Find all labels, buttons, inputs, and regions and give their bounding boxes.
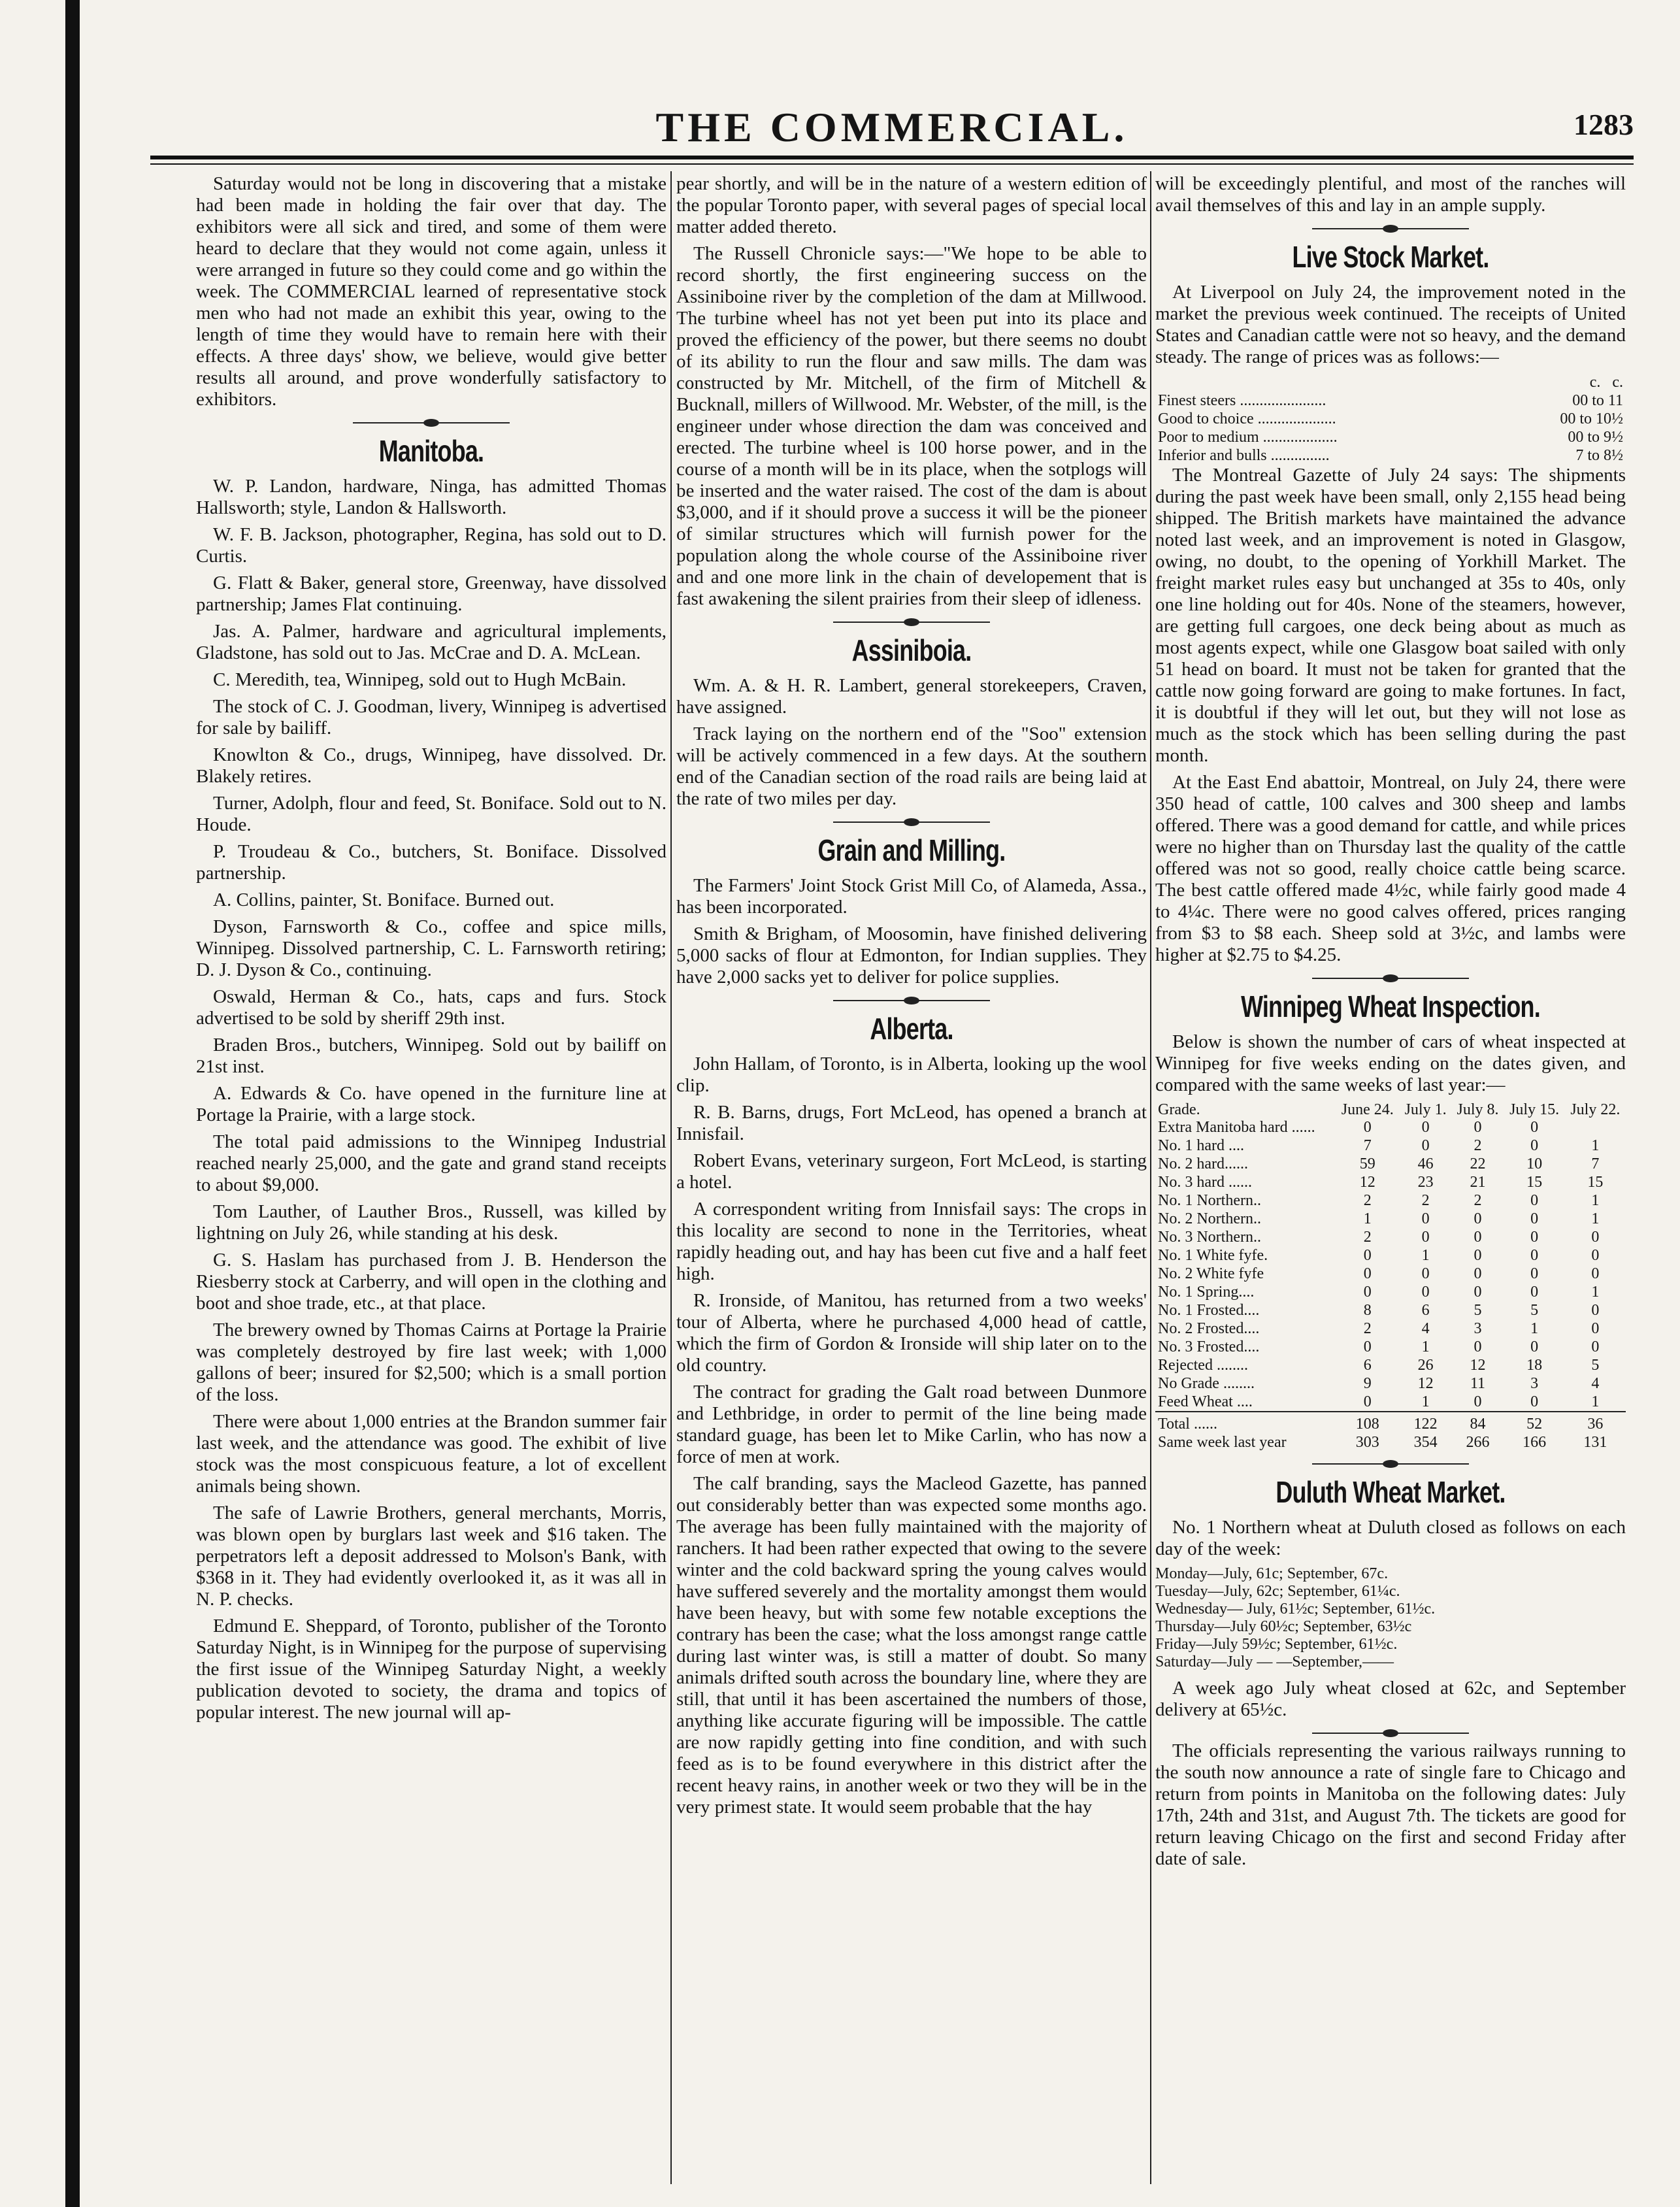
wheat-grade: No. 1 Spring.... xyxy=(1158,1284,1255,1301)
wheat-row xyxy=(1155,1433,1626,1452)
wheat-count: 0 xyxy=(1530,1393,1539,1410)
wheat-count: 1 xyxy=(1591,1393,1600,1410)
wheat-column-header: Grade. xyxy=(1158,1101,1200,1118)
wheat-count: 15 xyxy=(1587,1174,1604,1191)
price-grade: Good to choice .................... xyxy=(1158,410,1336,427)
paragraph: R. Ironside, of Manitou, has returned from a two weeks' tour of Alberta, where he purchased 4,000 head of cattle, which the firm of Gordon & Ironside will ship later on to the old country. xyxy=(676,1290,1147,1376)
wheat-grade: No. 3 Frosted.... xyxy=(1158,1338,1260,1355)
wheat-row xyxy=(1155,1155,1626,1173)
wheat-count: 4 xyxy=(1591,1375,1600,1392)
paragraph: The calf branding, says the Macleod Gazette, has panned out considerably better than was expected some months ago. The average has been fully maintained with the majority of ranchers. It had been rather expected that owing to the severe winter and the cold backward spring the young calves would have suffered severely and the mortality amongst them would have been heavy, but with some few notable exceptions the contrary has been the case; what the loss amongst range cattle during last winter was, is still a matter of doubt. So many animals drifted south across the boundary line, where they are still, that until it has been ascertained the numbers of those, anything like accurate figuring will be impossible. The cattle are now rapidly getting into fine condition, and with such feed as is to be found everywhere in this district after the recent heavy rains, in another week or two they will be in the very primest state. It would seem probable that the hay xyxy=(676,1473,1147,1817)
wheat-row xyxy=(1155,1246,1626,1265)
wheat-count: 0 xyxy=(1530,1247,1539,1264)
column-2 xyxy=(676,173,1147,2186)
section-separator xyxy=(1312,1463,1469,1465)
wheat-column-header: July 1. xyxy=(1404,1101,1447,1118)
wheat-row xyxy=(1155,1301,1626,1319)
wheat-count: 1 xyxy=(1421,1247,1430,1264)
wheat-count: 11 xyxy=(1470,1375,1486,1392)
section-heading-manitoba: Manitoba. xyxy=(378,434,484,468)
wheat-count: 1 xyxy=(1421,1338,1430,1355)
price-rows xyxy=(1155,391,1626,465)
wheat-count: 0 xyxy=(1363,1265,1372,1282)
wheat-count: 46 xyxy=(1417,1155,1434,1172)
wheat-row xyxy=(1155,1228,1626,1246)
price-range: 00 to 11 xyxy=(1572,392,1623,409)
wheat-count: 2 xyxy=(1363,1192,1372,1209)
paragraph: The contract for grading the Galt road between Dunmore and Lethbridge, in order to permit of the line being made standard guage, has been let to Mike Carlin, who has now a force of men at work. xyxy=(676,1382,1147,1467)
wheat-count: 0 xyxy=(1530,1137,1539,1154)
wheat-count: 108 xyxy=(1336,1412,1400,1433)
wheat-count: 0 xyxy=(1591,1338,1600,1355)
wheat-grade: Same week last year xyxy=(1158,1434,1287,1451)
wheat-count: 0 xyxy=(1363,1393,1372,1410)
paragraph: The brewery owned by Thomas Cairns at Portage la Prairie was completely destroyed by fire last week; with 1,000 gallons of beer; insured for $2,500; which is a small portion of the loss. xyxy=(196,1319,667,1405)
wheat-row xyxy=(1155,1412,1626,1433)
paragraph: The Farmers' Joint Stock Grist Mill Co, of Alameda, Assa., has been incorporated. xyxy=(676,875,1147,918)
wheat-row xyxy=(1155,1265,1626,1283)
price-range: 7 to 8½ xyxy=(1575,447,1623,464)
paragraph: A. Collins, painter, St. Boniface. Burned out. xyxy=(213,889,555,910)
wheat-count: 5 xyxy=(1530,1302,1539,1319)
wheat-grade: No. 1 White fyfe. xyxy=(1158,1247,1268,1264)
wheat-count: 12 xyxy=(1417,1375,1434,1392)
header-rule-thin xyxy=(150,163,1634,165)
section-heading-wheat-inspection: Winnipeg Wheat Inspection. xyxy=(1241,989,1540,1023)
wheat-grade: No. 1 Frosted.... xyxy=(1158,1302,1260,1319)
price-row xyxy=(1155,446,1626,465)
wheat-row xyxy=(1155,1173,1626,1191)
column-divider xyxy=(1150,171,1151,2184)
paragraph: The total paid admissions to the Winnipeg Industrial reached nearly 25,000, and the gate and grand stand receipts to about $9,000. xyxy=(196,1131,667,1195)
paragraph: A correspondent writing from Innisfail says: The crops in this locality are second to none in the Territories, wheat rapidly heading out, and hay has been cut five and a half feet high. xyxy=(676,1199,1147,1284)
intro-paragraphs xyxy=(196,173,667,410)
wheat-rows xyxy=(1155,1118,1626,1452)
wheat-count: 266 xyxy=(1466,1434,1490,1451)
paragraph: The Montreal Gazette of July 24 says: The shipments during the past week have been small, only 2,155 head being shipped. The British markets have maintained the advance noted last week, and an improvement is noted in Glasgow, owing, no doubt, to the opening of Yorkhill Market. The freight market rules easy but unchanged at 35s to 40s, only one line holding out for 40s. None of the steamers, however, are getting full cargoes, one deck being about as much as most agents expect, while one Glasgow boat sailed with only 51 head on board. It must not be taken for granted that the cattle now going forward are going to make fortunes. In fact, it is doubtful if they will let out, but they will not lose as much as the stock which has been selling during the past month. xyxy=(1155,465,1626,766)
price-range: 00 to 10½ xyxy=(1560,410,1623,427)
paragraph: P. Troudeau & Co., butchers, St. Boniface. Dissolved partnership. xyxy=(196,841,667,884)
paragraph: Saturday would not be long in discovering that a mistake had been made in holding the fair over that day. The exhibitors were all sick and tired, and some of them were heard to declare that they would not come again, unless it were arranged in future so they could come and go within the week. The COMMERCIAL learned of representative stock men who had not made an exhibit this year, owing to the length of time they would have to remain here with their effects. A three days' show, we believe, would give better results all around, and prove wonderfully satisfactory to exhibitors. xyxy=(196,173,667,410)
wheat-count: 0 xyxy=(1474,1229,1482,1246)
section-separator xyxy=(833,821,990,823)
price-unit: c. c. xyxy=(1589,374,1623,391)
paragraph: C. Meredith, tea, Winnipeg, sold out to Hugh McBain. xyxy=(213,669,627,690)
wheat-count: 0 xyxy=(1474,1119,1482,1136)
wheat-grade: No. 2 Frosted.... xyxy=(1158,1320,1260,1337)
livestock-intro: At Liverpool on July 24, the improvement noted in the market the previous week continued. The receipts of United States and Canadian cattle were not so heavy, and the demand steady. The range of prices was as follows:— xyxy=(1155,282,1626,367)
paragraph: Jas. A. Palmer, hardware and agricultural implements, Gladstone, has sold out to Jas. McCrae and D. A. McLean. xyxy=(196,621,667,663)
wheat-count: 7 xyxy=(1591,1155,1600,1172)
wheat-row xyxy=(1155,1374,1626,1393)
list-item: Friday—July 59½c; September, 61½c. xyxy=(1155,1636,1398,1653)
paragraph: G. S. Haslam has purchased from J. B. Henderson the Riesberry stock at Carberry, and will open in the clothing and boot and shoe trade, etc., at that place. xyxy=(196,1250,667,1314)
wheat-grade: No. 2 hard...... xyxy=(1158,1155,1248,1172)
column-3 xyxy=(1155,173,1626,2186)
list-item: Thursday—July 60½c; September, 63½c xyxy=(1155,1618,1412,1635)
wheat-count: 166 xyxy=(1523,1434,1547,1451)
wheat-count: 2 xyxy=(1474,1192,1482,1209)
wheat-grade: No. 1 Northern.. xyxy=(1158,1192,1261,1209)
wheat-count: 1 xyxy=(1591,1192,1600,1209)
paragraph: R. B. Barns, drugs, Fort McLeod, has opened a branch at Innisfail. xyxy=(676,1102,1147,1144)
list-item: Monday—July, 61c; September, 67c. xyxy=(1155,1565,1389,1582)
price-row xyxy=(1155,410,1626,428)
wheat-count: 0 xyxy=(1421,1137,1430,1154)
wheat-count: 15 xyxy=(1526,1174,1543,1191)
wheat-count: 2 xyxy=(1363,1229,1372,1246)
wheat-count: 1 xyxy=(1591,1284,1600,1301)
wheat-grade: No. 2 White fyfe xyxy=(1158,1265,1264,1282)
wheat-count: 2 xyxy=(1474,1137,1482,1154)
wheat-count: 0 xyxy=(1530,1265,1539,1282)
section-heading-alberta: Alberta. xyxy=(870,1012,953,1046)
wheat-column-header: July 15. xyxy=(1509,1101,1560,1118)
manitoba-items xyxy=(196,476,667,1723)
section-heading-grain: Grain and Milling. xyxy=(817,833,1006,867)
wheat-count: 0 xyxy=(1421,1229,1430,1246)
masthead-title: THE COMMERCIAL. xyxy=(655,104,1128,150)
wheat-count: 354 xyxy=(1413,1434,1438,1451)
wheat-grade: No. 3 Northern.. xyxy=(1158,1229,1261,1246)
section-separator xyxy=(833,1000,990,1001)
wheat-count: 0 xyxy=(1421,1284,1430,1301)
continued-paragraph: will be exceedingly plentiful, and most of the ranches will avail themselves of this and lay in an ample supply. xyxy=(1155,173,1626,216)
wheat-grade: No. 2 Northern.. xyxy=(1158,1210,1261,1227)
wheat-count: 2 xyxy=(1421,1192,1430,1209)
wheat-column-header: July 8. xyxy=(1457,1101,1499,1118)
wheat-count: 0 xyxy=(1530,1338,1539,1355)
wheat-count: 0 xyxy=(1421,1210,1430,1227)
wheat-count: 0 xyxy=(1530,1284,1539,1301)
wheat-count: 3 xyxy=(1530,1375,1539,1392)
russell-chronicle-paragraph: The Russell Chronicle says:—"We hope to be able to record shortly, the first engineering success on the Assiniboine river by the completion of the dam at Millwood. The turbine wheel has not yet been put into its place and proved the efficiency of the power, but there seems no doubt of its ability to run the flour and saw mills. The dam was constructed by Mr. Mitchell, of the firm of Mitchell & Bucknall, millers of Willwood. Mr. Webster, of the mill, is the engineer under whose direction the dam was conceived and erected. The turbine wheel is 100 horse power, and in the course of a month will be in its place, when the sotplogs will be inserted and the water raised. The cost of the dam is about $3,000, and if it should prove a success it will be the pioneer of similar structures which will furnish power for the population along the whole course of the Assiniboine river and and one more link in the chain of developement that is fast awakening the silent prairies from their sleep of idleness. xyxy=(676,243,1147,609)
page-number: 1283 xyxy=(1573,108,1634,141)
paragraph: G. Flatt & Baker, general store, Greenway, have dissolved partnership; James Flat continuing. xyxy=(196,572,667,615)
list-item: Tuesday—July, 62c; September, 61¼c. xyxy=(1155,1583,1400,1600)
wheat-count: 0 xyxy=(1530,1192,1539,1209)
wheat-row xyxy=(1155,1356,1626,1374)
wheat-row xyxy=(1155,1191,1626,1210)
wheat-row xyxy=(1155,1118,1626,1137)
paragraph: At the East End abattoir, Montreal, on July 24, there were 350 head of cattle, 100 calves and 300 sheep and lambs offered. There was a good demand for cattle, and while prices were no higher than on Thursday last the quality of the cattle offered was not so good, really choice cattle being scarce. The best cattle offered made 4½c, while fairly good made 4 to 4¼c. There were no good calves offered, prices ranging from $3 to $8 each. Sheep sold at 3½c, and lambs were higher at $2.75 to $4.25. xyxy=(1155,772,1626,965)
wheat-count: 6 xyxy=(1363,1357,1372,1374)
wheat-count: 0 xyxy=(1421,1265,1430,1282)
paragraph: Edmund E. Sheppard, of Toronto, publisher of the Toronto Saturday Night, is in Winnipeg for the purpose of supervising the first issue of the Winnipeg Saturday Night, a weekly publication devoted to society, the drama and topics of popular interest. The new journal will ap- xyxy=(196,1616,667,1723)
wheat-count: 122 xyxy=(1400,1412,1452,1433)
wheat-count: 1 xyxy=(1363,1210,1372,1227)
wheat-count: 26 xyxy=(1417,1357,1434,1374)
wheat-count: 0 xyxy=(1591,1247,1600,1264)
page-binding-edge xyxy=(65,0,80,2207)
duluth-daily-prices xyxy=(1155,1565,1626,1671)
wheat-count: 18 xyxy=(1526,1357,1543,1374)
price-range: 00 to 9½ xyxy=(1568,429,1623,446)
wheat-count: 303 xyxy=(1355,1434,1379,1451)
cattle-price-table xyxy=(1155,373,1626,465)
list-item: Saturday—July — —September,—— xyxy=(1155,1653,1394,1670)
wheat-count: 0 xyxy=(1474,1210,1482,1227)
price-grade: Poor to medium ................... xyxy=(1158,429,1338,446)
wheat-count: 0 xyxy=(1363,1284,1372,1301)
wheat-count: 3 xyxy=(1474,1320,1482,1337)
wheat-count: 0 xyxy=(1591,1320,1600,1337)
wheat-count: 7 xyxy=(1363,1137,1372,1154)
wheat-count: 6 xyxy=(1421,1302,1430,1319)
wheat-count: 36 xyxy=(1565,1412,1626,1433)
paragraph: There were about 1,000 entries at the Brandon summer fair last week, and the attendance was good. The exhibit of live stock was the most conspicuous feature, a lot of excellent animals being shown. xyxy=(196,1411,667,1497)
column-divider xyxy=(670,171,672,2184)
wheat-row xyxy=(1155,1393,1626,1412)
paragraph: Dyson, Farnsworth & Co., coffee and spice mills, Winnipeg. Dissolved partnership, C. L. Farnsworth retiring; D. J. Dyson & Co., continuing. xyxy=(196,916,667,980)
section-separator xyxy=(1312,1733,1469,1734)
section-heading-assiniboia: Assiniboia. xyxy=(851,633,972,667)
wheat-count: 131 xyxy=(1583,1434,1607,1451)
wheat-count: 12 xyxy=(1470,1357,1486,1374)
wheat-count: 22 xyxy=(1470,1155,1486,1172)
paragraph: Track laying on the northern end of the "Soo" extension will be actively commenced in a few days. At the southern end of the Canadian section of the road rails are being laid at the rate of two miles per day. xyxy=(676,723,1147,809)
price-grade: Finest steers ...................... xyxy=(1158,392,1326,409)
wheat-grade: Rejected ........ xyxy=(1158,1357,1248,1374)
wheat-count: 0 xyxy=(1474,1265,1482,1282)
wheat-inspection-table xyxy=(1155,1101,1626,1452)
paragraph: Tom Lauther, of Lauther Bros., Russell, was killed by lightning on July 26, while standing at his desk. xyxy=(196,1201,667,1244)
list-item: Wednesday— July, 61½c; September, 61½c. xyxy=(1155,1601,1436,1618)
wheat-count: 4 xyxy=(1421,1320,1430,1337)
wheat-count: 0 xyxy=(1591,1302,1600,1319)
page-header xyxy=(150,98,1634,157)
wheat-count: 5 xyxy=(1591,1357,1600,1374)
wheat-grade: Extra Manitoba hard ...... xyxy=(1158,1119,1315,1136)
paragraph: The stock of C. J. Goodman, livery, Winnipeg is advertised for sale by bailiff. xyxy=(196,696,667,738)
livestock-items xyxy=(1155,465,1626,966)
wheat-count xyxy=(1565,1118,1626,1137)
column-1 xyxy=(196,173,667,2186)
wheat-count: 0 xyxy=(1530,1229,1539,1246)
section-separator xyxy=(833,622,990,623)
wheat-count: 0 xyxy=(1474,1247,1482,1264)
wheat-count: 1 xyxy=(1591,1137,1600,1154)
grain-items xyxy=(676,875,1147,988)
paragraph: Robert Evans, veterinary surgeon, Fort McLeod, is starting a hotel. xyxy=(676,1150,1147,1193)
duluth-after: A week ago July wheat closed at 62c, and September delivery at 65½c. xyxy=(1155,1678,1626,1720)
wheat-count: 0 xyxy=(1421,1119,1430,1136)
wheat-count: 0 xyxy=(1474,1393,1482,1410)
section-heading-duluth: Duluth Wheat Market. xyxy=(1276,1475,1506,1509)
wheat-row xyxy=(1155,1210,1626,1228)
assiniboia-items xyxy=(676,675,1147,810)
wheat-row xyxy=(1155,1137,1626,1155)
section-heading-livestock: Live Stock Market. xyxy=(1292,240,1489,274)
wheat-count: 5 xyxy=(1474,1302,1482,1319)
section-separator xyxy=(1312,978,1469,979)
paragraph: John Hallam, of Toronto, is in Alberta, looking up the wool clip. xyxy=(676,1054,1147,1096)
duluth-intro: No. 1 Northern wheat at Duluth closed as follows on each day of the week: xyxy=(1155,1517,1626,1559)
wheat-column-header: July 22. xyxy=(1570,1101,1621,1118)
paragraph: Oswald, Herman & Co., hats, caps and furs. Stock advertised to be sold by sheriff 29th inst. xyxy=(196,986,667,1029)
wheat-count: 2 xyxy=(1363,1320,1372,1337)
wheat-row xyxy=(1155,1338,1626,1356)
wheat-grade: No Grade ........ xyxy=(1158,1375,1255,1392)
wheat-count: 59 xyxy=(1359,1155,1375,1172)
price-row xyxy=(1155,428,1626,446)
wheat-count: 1 xyxy=(1591,1210,1600,1227)
alberta-items xyxy=(676,1054,1147,1818)
wheat-count: 1 xyxy=(1530,1320,1539,1337)
wheat-count: 1 xyxy=(1421,1393,1430,1410)
wheat-count: 0 xyxy=(1591,1229,1600,1246)
wheat-count: 84 xyxy=(1452,1412,1504,1433)
price-row xyxy=(1155,391,1626,410)
paragraph: Smith & Brigham, of Moosomin, have finished delivering 5,000 sacks of flour at Edmonton, for Indian supplies. They have 2,000 sacks yet to deliver for police supplies. xyxy=(676,923,1147,987)
wheat-count: 8 xyxy=(1363,1302,1372,1319)
wheat-count: 52 xyxy=(1504,1412,1564,1433)
wheat-count: 9 xyxy=(1363,1375,1372,1392)
paragraph: Wm. A. & H. R. Lambert, general storekeepers, Craven, have assigned. xyxy=(676,675,1147,718)
wheat-count: 21 xyxy=(1470,1174,1486,1191)
paragraph: A. Edwards & Co. have opened in the furniture line at Portage la Prairie, with a large stock. xyxy=(196,1083,667,1125)
paragraph: Turner, Adolph, flour and feed, St. Boniface. Sold out to N. Houde. xyxy=(196,793,667,835)
wheat-column-header: June 24. xyxy=(1341,1101,1394,1118)
wheat-count: 0 xyxy=(1530,1119,1539,1136)
wheat-count: 0 xyxy=(1591,1265,1600,1282)
paragraph: The safe of Lawrie Brothers, general merchants, Morris, was blown open by burglars last week and $16 taken. The perpetrators left a deposit addressed to Molson's Bank, with $368 in it. They had evidently overlooked it, as it was all in N. P. checks. xyxy=(196,1502,667,1610)
wheat-header-row xyxy=(1155,1101,1626,1118)
wheat-grade: Total ...... xyxy=(1155,1412,1336,1433)
price-units-row xyxy=(1155,373,1626,391)
wheat-count: 10 xyxy=(1526,1155,1543,1172)
paragraph: Knowlton & Co., drugs, Winnipeg, have dissolved. Dr. Blakely retires. xyxy=(196,744,667,787)
section-separator xyxy=(353,422,510,423)
wheat-grade: No. 3 hard ...... xyxy=(1158,1174,1252,1191)
paragraph: W. P. Landon, hardware, Ninga, has admitted Thomas Hallsworth; style, Landon & Hallsworth. xyxy=(196,476,667,518)
railway-notice: The officials representing the various railways running to the south now announce a rate of single fare to Chicago and return from points in Manitoba on the following dates: July 17th, 24th and 31st, and August 7th. The tickets are good for return leaving Chicago on the first and second Friday after date of sale. xyxy=(1155,1740,1626,1869)
wheat-count: 0 xyxy=(1363,1247,1372,1264)
wheat-count: 23 xyxy=(1417,1174,1434,1191)
wheat-row xyxy=(1155,1319,1626,1338)
price-grade: Inferior and bulls ............... xyxy=(1158,447,1330,464)
wheat-count: 0 xyxy=(1363,1119,1372,1136)
wheat-grade: No. 1 hard .... xyxy=(1158,1137,1244,1154)
paragraph: Braden Bros., butchers, Winnipeg. Sold out by bailiff on 21st inst. xyxy=(196,1035,667,1077)
wheat-count: 0 xyxy=(1363,1338,1372,1355)
paragraph: W. F. B. Jackson, photographer, Regina, has sold out to D. Curtis. xyxy=(196,524,667,567)
wheat-count: 0 xyxy=(1474,1284,1482,1301)
wheat-count: 12 xyxy=(1359,1174,1375,1191)
continued-paragraph: pear shortly, and will be in the nature of a western edition of the popular Toronto paper, with several pages of special local matter added thereto. xyxy=(676,173,1147,237)
section-separator xyxy=(1312,228,1469,229)
header-rule xyxy=(150,156,1634,159)
wheat-count: 0 xyxy=(1474,1338,1482,1355)
wheat-row xyxy=(1155,1283,1626,1301)
wheat-grade: Feed Wheat .... xyxy=(1158,1393,1253,1410)
wheat-count: 0 xyxy=(1530,1210,1539,1227)
wheat-intro: Below is shown the number of cars of wheat inspected at Winnipeg for five weeks ending on the dates given, and compared with the same weeks of last year:— xyxy=(1155,1031,1626,1095)
